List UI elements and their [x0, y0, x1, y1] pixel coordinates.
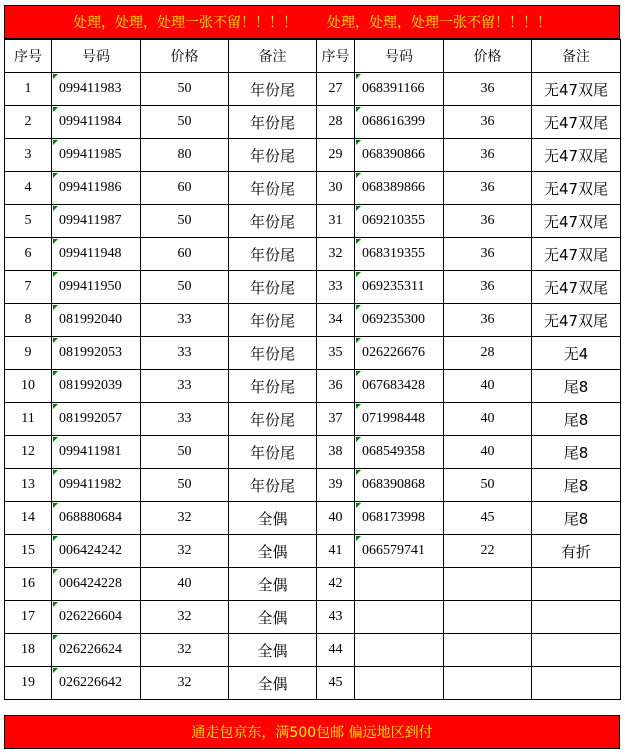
cell-price-left: 50: [141, 469, 229, 502]
header-number-left: 号码: [52, 40, 141, 73]
cell-price-left: 33: [141, 370, 229, 403]
cell-index-left: 3: [5, 139, 52, 172]
cell-price-right: 36: [444, 73, 532, 106]
cell-number-left: 006424228: [52, 568, 141, 601]
cell-index-left: 12: [5, 436, 52, 469]
cell-price-left: 50: [141, 73, 229, 106]
cell-number-right: 068390868: [355, 469, 444, 502]
table-row: [5, 634, 621, 667]
cell-index-left: 9: [5, 337, 52, 370]
cell-number-right: 067683428: [355, 370, 444, 403]
cell-note-left: 全偶: [229, 601, 317, 634]
table-row: [5, 205, 621, 238]
cell-note-left: 全偶: [229, 535, 317, 568]
cell-price-right: 36: [444, 238, 532, 271]
cell-number-left: 068880684: [52, 502, 141, 535]
cell-number-left: 081992039: [52, 370, 141, 403]
table-row: [5, 304, 621, 337]
cell-price-left: 50: [141, 205, 229, 238]
cell-price-right: 40: [444, 436, 532, 469]
cell-note-right: 无47双尾: [532, 106, 621, 139]
cell-price-right: [444, 568, 532, 601]
cell-price-left: 32: [141, 502, 229, 535]
cell-note-right: [532, 568, 621, 601]
price-sheet: [4, 5, 620, 749]
table-row: [5, 106, 621, 139]
cell-index-left: 5: [5, 205, 52, 238]
cell-index-right: 30: [317, 172, 355, 205]
cell-index-right: 43: [317, 601, 355, 634]
cell-number-right: 066579741: [355, 535, 444, 568]
cell-price-right: 28: [444, 337, 532, 370]
cell-price-left: 80: [141, 139, 229, 172]
cell-index-right: 33: [317, 271, 355, 304]
cell-note-left: 年份尾: [229, 271, 317, 304]
number-table: [4, 39, 621, 700]
cell-number-right: 069210355: [355, 205, 444, 238]
cell-number-right: [355, 667, 444, 700]
cell-price-left: 50: [141, 106, 229, 139]
cell-index-left: 6: [5, 238, 52, 271]
cell-note-right: [532, 634, 621, 667]
cell-index-left: 17: [5, 601, 52, 634]
cell-price-left: 32: [141, 634, 229, 667]
cell-number-right: [355, 568, 444, 601]
cell-note-right: 尾8: [532, 502, 621, 535]
cell-note-right: 无47双尾: [532, 139, 621, 172]
table-row: [5, 238, 621, 271]
cell-index-left: 11: [5, 403, 52, 436]
cell-note-right: 有折: [532, 535, 621, 568]
header-index-left: 序号: [5, 40, 52, 73]
cell-number-left: 099411950: [52, 271, 141, 304]
cell-note-right: 无47双尾: [532, 271, 621, 304]
top-banner: [4, 5, 620, 39]
cell-number-left: 099411948: [52, 238, 141, 271]
cell-number-left: 099411983: [52, 73, 141, 106]
cell-index-left: 19: [5, 667, 52, 700]
cell-note-right: [532, 601, 621, 634]
header-row: [5, 40, 621, 73]
cell-index-left: 4: [5, 172, 52, 205]
cell-index-right: 35: [317, 337, 355, 370]
cell-index-right: 36: [317, 370, 355, 403]
header-price-left: 价格: [141, 40, 229, 73]
table-row: [5, 370, 621, 403]
cell-price-right: 36: [444, 106, 532, 139]
top-banner-left: 处理，处理，处理一张不留！！！！: [73, 15, 297, 31]
top-banner-right: 处理，处理，处理一张不留！！！！: [327, 15, 551, 31]
cell-number-right: 071998448: [355, 403, 444, 436]
bottom-banner: [4, 715, 620, 749]
cell-number-right: 068319355: [355, 238, 444, 271]
cell-note-left: 年份尾: [229, 403, 317, 436]
cell-price-right: 36: [444, 172, 532, 205]
cell-price-left: 60: [141, 172, 229, 205]
cell-index-left: 15: [5, 535, 52, 568]
cell-number-left: 026226642: [52, 667, 141, 700]
cell-price-right: 40: [444, 403, 532, 436]
cell-index-right: 44: [317, 634, 355, 667]
cell-note-left: 年份尾: [229, 370, 317, 403]
cell-number-right: 069235300: [355, 304, 444, 337]
cell-price-right: [444, 667, 532, 700]
cell-number-left: 099411985: [52, 139, 141, 172]
cell-price-left: 32: [141, 667, 229, 700]
cell-note-right: 尾8: [532, 436, 621, 469]
table-row: [5, 403, 621, 436]
cell-number-right: 069235311: [355, 271, 444, 304]
cell-price-right: 50: [444, 469, 532, 502]
cell-note-left: 年份尾: [229, 205, 317, 238]
cell-note-right: 尾8: [532, 403, 621, 436]
cell-number-left: 081992053: [52, 337, 141, 370]
cell-number-right: 068616399: [355, 106, 444, 139]
cell-index-left: 13: [5, 469, 52, 502]
cell-number-left: 081992040: [52, 304, 141, 337]
cell-note-left: 全偶: [229, 568, 317, 601]
cell-index-right: 34: [317, 304, 355, 337]
cell-index-left: 1: [5, 73, 52, 106]
cell-number-right: 068173998: [355, 502, 444, 535]
cell-price-left: 33: [141, 403, 229, 436]
cell-price-right: 36: [444, 205, 532, 238]
cell-note-right: [532, 667, 621, 700]
cell-index-right: 28: [317, 106, 355, 139]
table-row: [5, 172, 621, 205]
cell-note-left: 年份尾: [229, 436, 317, 469]
cell-price-left: 50: [141, 271, 229, 304]
cell-note-left: 年份尾: [229, 469, 317, 502]
table-row: [5, 337, 621, 370]
cell-index-left: 10: [5, 370, 52, 403]
cell-price-right: 22: [444, 535, 532, 568]
table-row: [5, 436, 621, 469]
table-row: [5, 469, 621, 502]
cell-note-left: 全偶: [229, 502, 317, 535]
cell-note-right: 尾8: [532, 469, 621, 502]
cell-price-left: 60: [141, 238, 229, 271]
header-price-right: 价格: [444, 40, 532, 73]
cell-price-right: 45: [444, 502, 532, 535]
cell-number-left: 026226604: [52, 601, 141, 634]
cell-number-left: 099411981: [52, 436, 141, 469]
cell-number-right: 026226676: [355, 337, 444, 370]
table-row: [5, 535, 621, 568]
cell-price-right: [444, 634, 532, 667]
cell-price-left: 50: [141, 436, 229, 469]
cell-number-left: 081992057: [52, 403, 141, 436]
cell-index-right: 31: [317, 205, 355, 238]
cell-number-left: 099411984: [52, 106, 141, 139]
header-note-left: 备注: [229, 40, 317, 73]
cell-price-left: 33: [141, 337, 229, 370]
cell-index-right: 29: [317, 139, 355, 172]
cell-number-right: 068390866: [355, 139, 444, 172]
header-number-right: 号码: [355, 40, 444, 73]
cell-note-left: 全偶: [229, 634, 317, 667]
cell-price-left: 32: [141, 535, 229, 568]
cell-note-right: 无47双尾: [532, 304, 621, 337]
cell-note-right: 无47双尾: [532, 172, 621, 205]
cell-number-left: 006424242: [52, 535, 141, 568]
cell-index-right: 27: [317, 73, 355, 106]
cell-index-right: 37: [317, 403, 355, 436]
cell-index-left: 18: [5, 634, 52, 667]
table-row: [5, 73, 621, 106]
cell-index-left: 7: [5, 271, 52, 304]
cell-price-right: 36: [444, 304, 532, 337]
cell-note-left: 年份尾: [229, 337, 317, 370]
cell-index-right: 45: [317, 667, 355, 700]
cell-index-right: 42: [317, 568, 355, 601]
table-row: [5, 139, 621, 172]
cell-price-right: 40: [444, 370, 532, 403]
table-row: [5, 568, 621, 601]
cell-number-left: 099411987: [52, 205, 141, 238]
cell-index-right: 38: [317, 436, 355, 469]
cell-index-left: 2: [5, 106, 52, 139]
cell-note-right: 无4: [532, 337, 621, 370]
cell-index-left: 16: [5, 568, 52, 601]
cell-index-right: 40: [317, 502, 355, 535]
cell-price-left: 33: [141, 304, 229, 337]
cell-price-left: 32: [141, 601, 229, 634]
cell-note-right: 无47双尾: [532, 205, 621, 238]
header-index-right: 序号: [317, 40, 355, 73]
cell-note-left: 年份尾: [229, 172, 317, 205]
cell-index-right: 32: [317, 238, 355, 271]
header-note-right: 备注: [532, 40, 621, 73]
cell-number-left: 026226624: [52, 634, 141, 667]
shipping-note: 通走包京东，满500包邮 偏远地区到付: [191, 725, 433, 741]
cell-number-right: 068391166: [355, 73, 444, 106]
cell-note-left: 年份尾: [229, 73, 317, 106]
table-row: [5, 502, 621, 535]
cell-number-right: [355, 634, 444, 667]
table-row: [5, 667, 621, 700]
cell-note-left: 全偶: [229, 667, 317, 700]
cell-note-left: 年份尾: [229, 238, 317, 271]
cell-number-right: 068389866: [355, 172, 444, 205]
cell-price-right: 36: [444, 271, 532, 304]
cell-note-right: 无47双尾: [532, 73, 621, 106]
cell-number-left: 099411986: [52, 172, 141, 205]
cell-note-left: 年份尾: [229, 106, 317, 139]
table-row: [5, 271, 621, 304]
cell-number-left: 099411982: [52, 469, 141, 502]
cell-index-right: 39: [317, 469, 355, 502]
table-row: [5, 601, 621, 634]
cell-note-right: 尾8: [532, 370, 621, 403]
cell-index-left: 8: [5, 304, 52, 337]
cell-price-right: 36: [444, 139, 532, 172]
cell-note-left: 年份尾: [229, 304, 317, 337]
cell-index-left: 14: [5, 502, 52, 535]
cell-number-right: 068549358: [355, 436, 444, 469]
cell-note-left: 年份尾: [229, 139, 317, 172]
cell-price-left: 40: [141, 568, 229, 601]
cell-number-right: [355, 601, 444, 634]
cell-index-right: 41: [317, 535, 355, 568]
cell-note-right: 无47双尾: [532, 238, 621, 271]
cell-price-right: [444, 601, 532, 634]
